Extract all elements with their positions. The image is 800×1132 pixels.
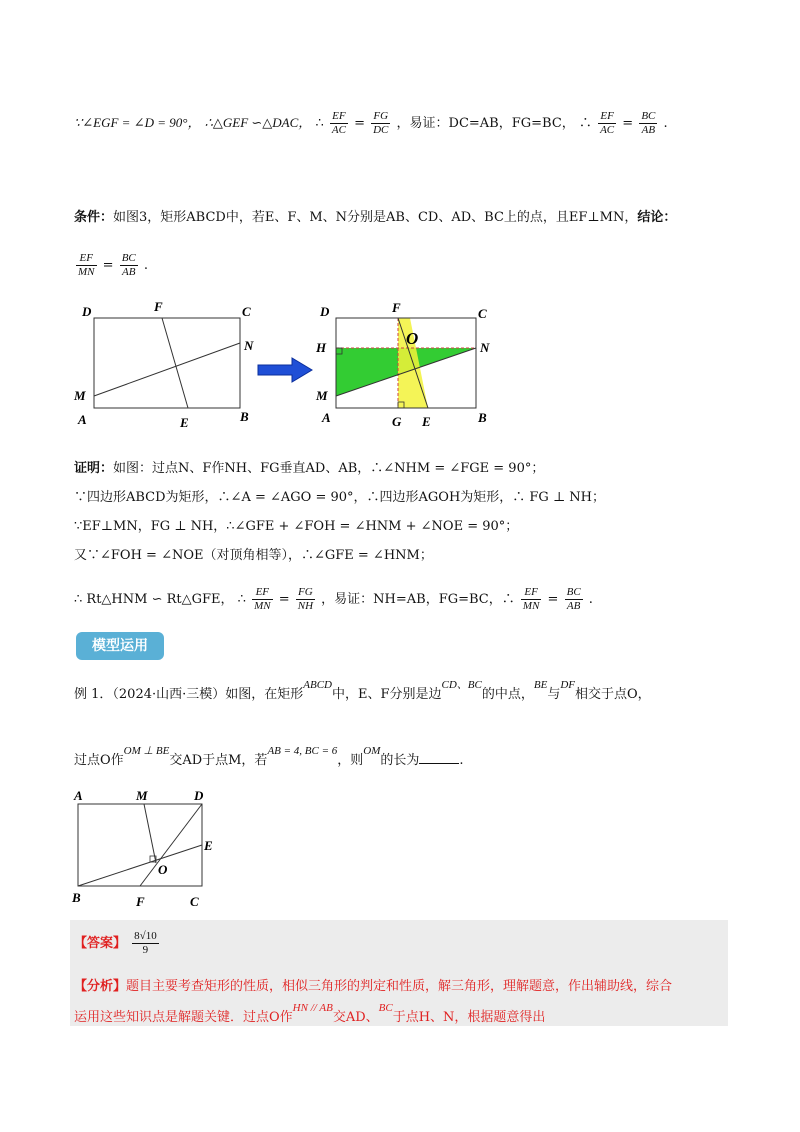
numerator: FG: [296, 586, 315, 600]
fraction-ef-mn-2: [521, 586, 542, 613]
analysis-text: 于点H、N，根据题意得出: [392, 1010, 546, 1025]
section-badge: 模型运用: [76, 632, 164, 660]
proof-text: ∵四边形ABCD为矩形，∴∠A = ∠AGO = 90°，∴四边形AGOH为矩形，∴ FG ⊥ NH；: [74, 490, 606, 505]
math-be: BE: [533, 679, 548, 691]
equals-sign: =: [354, 116, 365, 131]
rectangle-abcd: [78, 804, 202, 886]
segment-om: [144, 804, 156, 863]
label-m: M: [74, 388, 86, 403]
label-a: A: [74, 788, 83, 803]
denominator: DC: [373, 124, 389, 136]
numerator: BC: [121, 252, 136, 264]
analysis-text: 题目主要考查矩形的性质，相似三角形的判定和性质，解三角形，理解题意，作出辅助线，综合: [126, 979, 673, 994]
label-n: N: [480, 340, 490, 355]
proof-line-2: [74, 488, 605, 508]
label-d: D: [82, 304, 92, 319]
analysis-text: 交AD、: [332, 1010, 379, 1025]
analysis-label: 【分析】: [74, 979, 127, 994]
analysis-text: 运用这些知识点是解题关键．过点O作: [74, 1010, 293, 1025]
denominator: 9: [142, 944, 149, 956]
label-b: B: [72, 890, 81, 905]
example-text: ，则: [337, 753, 364, 768]
equals-sign: =: [102, 258, 114, 273]
answer-line: [74, 930, 161, 957]
label-c: C: [190, 894, 199, 909]
numerator: BC: [641, 110, 656, 122]
proof-label: 证明：: [74, 461, 114, 476]
period: .: [663, 116, 668, 131]
example-text: 的中点，: [481, 687, 534, 702]
example-text: 的长为: [380, 753, 420, 768]
proof-line-3: [74, 517, 518, 537]
period: .: [143, 258, 149, 273]
fraction-ef-mn: [76, 252, 97, 279]
denominator: MN: [78, 266, 95, 278]
conclusion-formula: [74, 252, 148, 279]
math-cd-bc: CD、BC: [441, 679, 482, 691]
conclusion-label: 结论：: [637, 210, 677, 225]
math-abcd: ABCD: [303, 679, 332, 691]
numerator: BC: [566, 586, 581, 598]
example-line-2: [74, 745, 464, 771]
denominator: AC: [600, 124, 615, 136]
analysis-line-2: [74, 1002, 546, 1028]
proof-line-1: [74, 459, 544, 479]
fraction-bc-ab: [120, 252, 138, 279]
math-om-perp-be: OM ⊥ BE: [123, 745, 170, 757]
fraction-bc-ab: [639, 110, 657, 137]
label-c: C: [242, 304, 251, 319]
label-m: M: [316, 388, 328, 403]
proof-text: ，易证：NH=AB，FG=BC，∴: [321, 592, 515, 607]
numerator: FG: [371, 110, 390, 124]
fraction-fg-nh: [296, 586, 315, 613]
fraction-ef-mn: [252, 586, 273, 613]
answer-blank: [419, 751, 459, 764]
denominator: MN: [254, 600, 271, 612]
period: .: [588, 592, 593, 607]
figure3-left-diagram: [70, 296, 270, 436]
denominator: AB: [641, 124, 656, 136]
fraction-ef-ac: [330, 110, 348, 137]
fraction-ef-ac-2: [598, 110, 616, 137]
label-c: C: [478, 306, 487, 321]
label-e: E: [204, 838, 213, 853]
example-line-1: [74, 679, 651, 705]
numerator: EF: [76, 252, 97, 266]
proof-text: ∵EF⊥MN，FG ⊥ NH，∴∠GFE + ∠FOH = ∠HNM + ∠NOE = 90°；: [74, 519, 519, 534]
numerator: 8√10: [134, 930, 157, 942]
rectangle-abcd: [94, 318, 240, 408]
math-df: DF: [560, 679, 576, 691]
label-b: B: [478, 410, 487, 425]
label-f: F: [136, 894, 145, 909]
denominator: AB: [121, 266, 136, 278]
proof-line-5: [74, 586, 593, 613]
example-text: 相交于点O，: [575, 687, 651, 702]
example-diagram: [66, 786, 226, 910]
numerator: EF: [521, 586, 542, 600]
label-g: G: [392, 414, 402, 429]
therefore-symbol: ∴: [315, 116, 324, 131]
label-d: D: [320, 304, 330, 319]
proof-text: 如图：过点N、F作NH、FG垂直AD、AB，∴∠NHM = ∠FGE = 90°；: [113, 461, 545, 476]
therefore-symbol: ∴: [578, 116, 592, 131]
equals-sign: =: [278, 592, 290, 607]
condition-text: 如图3，矩形ABCD中，若E、F、M、N分别是AB、CD、AD、BC上的点，且EF⊥MN，: [113, 210, 638, 225]
analysis-line-1: [74, 977, 672, 997]
label-o: O: [158, 862, 168, 877]
label-d: D: [194, 788, 204, 803]
numerator: EF: [598, 110, 616, 124]
answer-label: 【答案】: [74, 936, 127, 951]
fraction-bc-ab: [565, 586, 583, 613]
label-h: H: [316, 340, 327, 355]
condition-label: 条件：: [74, 210, 114, 225]
easy-proof-text: ，易证：DC=AB，FG=BC，: [396, 116, 575, 131]
example-text: 例 1．（2024·山西·三模）如图，在矩形: [74, 687, 304, 702]
numerator: EF: [330, 110, 348, 124]
label-f: F: [154, 299, 163, 314]
denominator: AC: [331, 124, 346, 136]
segment-df: [140, 804, 202, 886]
example-text: 与: [547, 687, 561, 702]
label-b: B: [240, 409, 249, 424]
condition-line: [74, 208, 676, 228]
label-f: F: [392, 300, 401, 315]
equals-sign: =: [547, 592, 559, 607]
therefore-symbol: ∴: [237, 592, 246, 607]
figure3-right-diagram: [306, 294, 506, 434]
equals-sign: =: [622, 116, 634, 131]
label-e: E: [422, 414, 431, 429]
math-bc: BC: [378, 1002, 393, 1014]
label-e: E: [180, 415, 189, 430]
denominator: MN: [522, 600, 540, 612]
proof-line-4: [74, 546, 433, 566]
numerator: EF: [252, 586, 273, 600]
denominator: AB: [566, 600, 581, 612]
period: .: [459, 753, 464, 768]
math-given: AB = 4, BC = 6: [267, 745, 338, 757]
proof-text: 又∵∠FOH = ∠NOE（对顶角相等），∴∠GFE = ∠HNM；: [74, 548, 433, 563]
because-clause: ∵∠EGF = ∠D = 90°，: [74, 115, 201, 130]
denominator: NH: [297, 600, 314, 612]
segment-be: [78, 845, 202, 886]
similar-triangles-clause: ∴△GEF ∽△DAC，: [204, 115, 312, 130]
math-om: OM: [363, 745, 381, 757]
label-o: O: [406, 329, 419, 348]
segment-mn: [94, 343, 240, 396]
example-text: 过点O作: [74, 753, 124, 768]
similarity-statement-line: [74, 110, 668, 137]
example-text: 交AD于点M，若: [169, 753, 268, 768]
fraction-fg-dc: [371, 110, 390, 137]
math-hn-parallel-ab: HN // AB: [292, 1002, 333, 1014]
label-a: A: [322, 410, 331, 425]
proof-text: ∴ Rt△HNM ∽ Rt△GFE，: [74, 592, 234, 607]
answer-fraction: [132, 930, 159, 957]
label-n: N: [244, 338, 254, 353]
example-text: 中，E、F分别是边: [332, 687, 442, 702]
label-m: M: [136, 788, 148, 803]
label-a: A: [78, 412, 87, 427]
